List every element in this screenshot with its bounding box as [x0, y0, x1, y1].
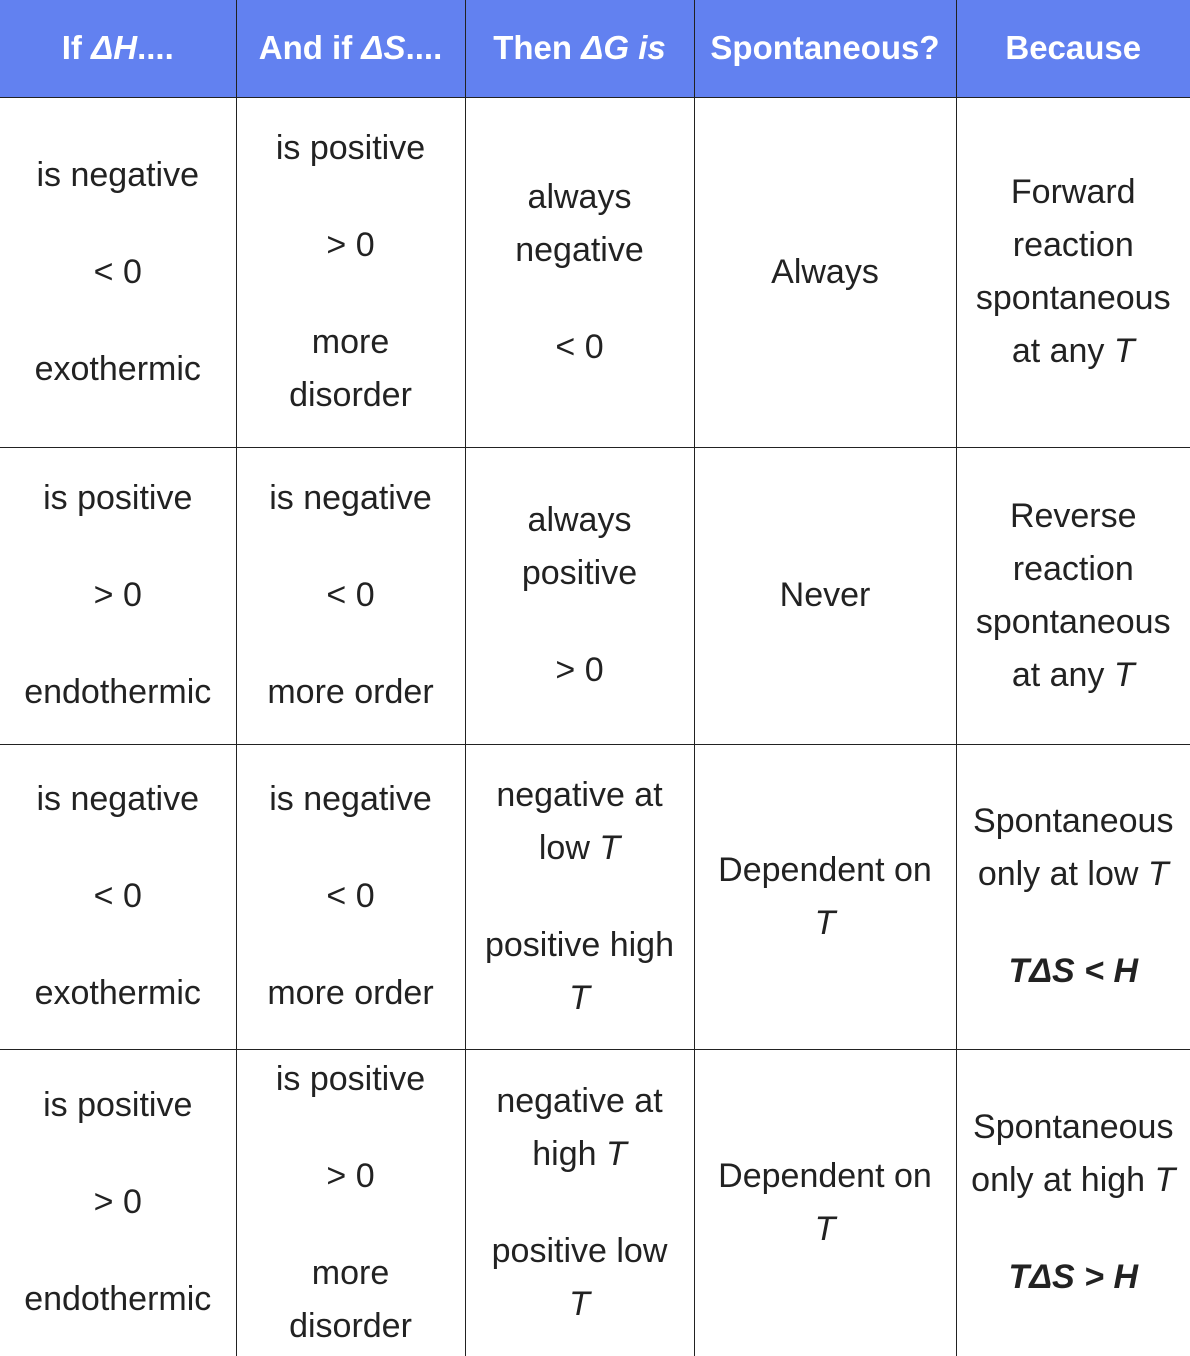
spontaneous-cell: Never	[694, 447, 956, 744]
delta-g-cell: always positive > 0	[465, 447, 694, 744]
spontaneous-cell: Dependent on T	[694, 744, 956, 1049]
table-row	[0, 744, 1190, 1049]
inequality-text: TΔS > H	[1008, 1258, 1139, 1296]
spontaneous-cell: Dependent on T	[694, 1049, 956, 1356]
table-row	[0, 97, 1190, 447]
delta-s-cell: is positive > 0 more disorder	[236, 97, 465, 447]
header-row	[0, 0, 1190, 97]
because-cell: Forward reaction spontaneous at any T	[956, 97, 1190, 447]
because-cell: Spontaneous only at high T TΔS > H	[956, 1049, 1190, 1356]
because-cell: Spontaneous only at low T TΔS < H	[956, 744, 1190, 1049]
delta-g-cell: negative at low T positive high T	[465, 744, 694, 1049]
delta-h-cell: is positive > 0 endothermic	[0, 1049, 236, 1356]
delta-s-cell: is negative < 0 more order	[236, 447, 465, 744]
delta-s-cell: is positive > 0 more disorder	[236, 1049, 465, 1356]
header-delta-s: And if ΔS....	[236, 0, 465, 97]
delta-g-cell: negative at high T positive low T	[465, 1049, 694, 1356]
delta-s-cell: is negative < 0 more order	[236, 744, 465, 1049]
header-delta-h: If ΔH....	[0, 0, 236, 97]
spontaneous-cell: Always	[694, 97, 956, 447]
header-delta-g: Then ΔG is	[465, 0, 694, 97]
because-cell: Reverse reaction spontaneous at any T	[956, 447, 1190, 744]
header-spontaneous: Spontaneous?	[694, 0, 956, 97]
delta-h-cell: is negative < 0 exothermic	[0, 744, 236, 1049]
delta-g-cell: always negative < 0	[465, 97, 694, 447]
table-row	[0, 1049, 1190, 1356]
delta-h-cell: is positive > 0 endothermic	[0, 447, 236, 744]
table-row	[0, 447, 1190, 744]
header-because: Because	[956, 0, 1190, 97]
inequality-text: TΔS < H	[1008, 952, 1139, 990]
delta-h-cell: is negative < 0 exothermic	[0, 97, 236, 447]
